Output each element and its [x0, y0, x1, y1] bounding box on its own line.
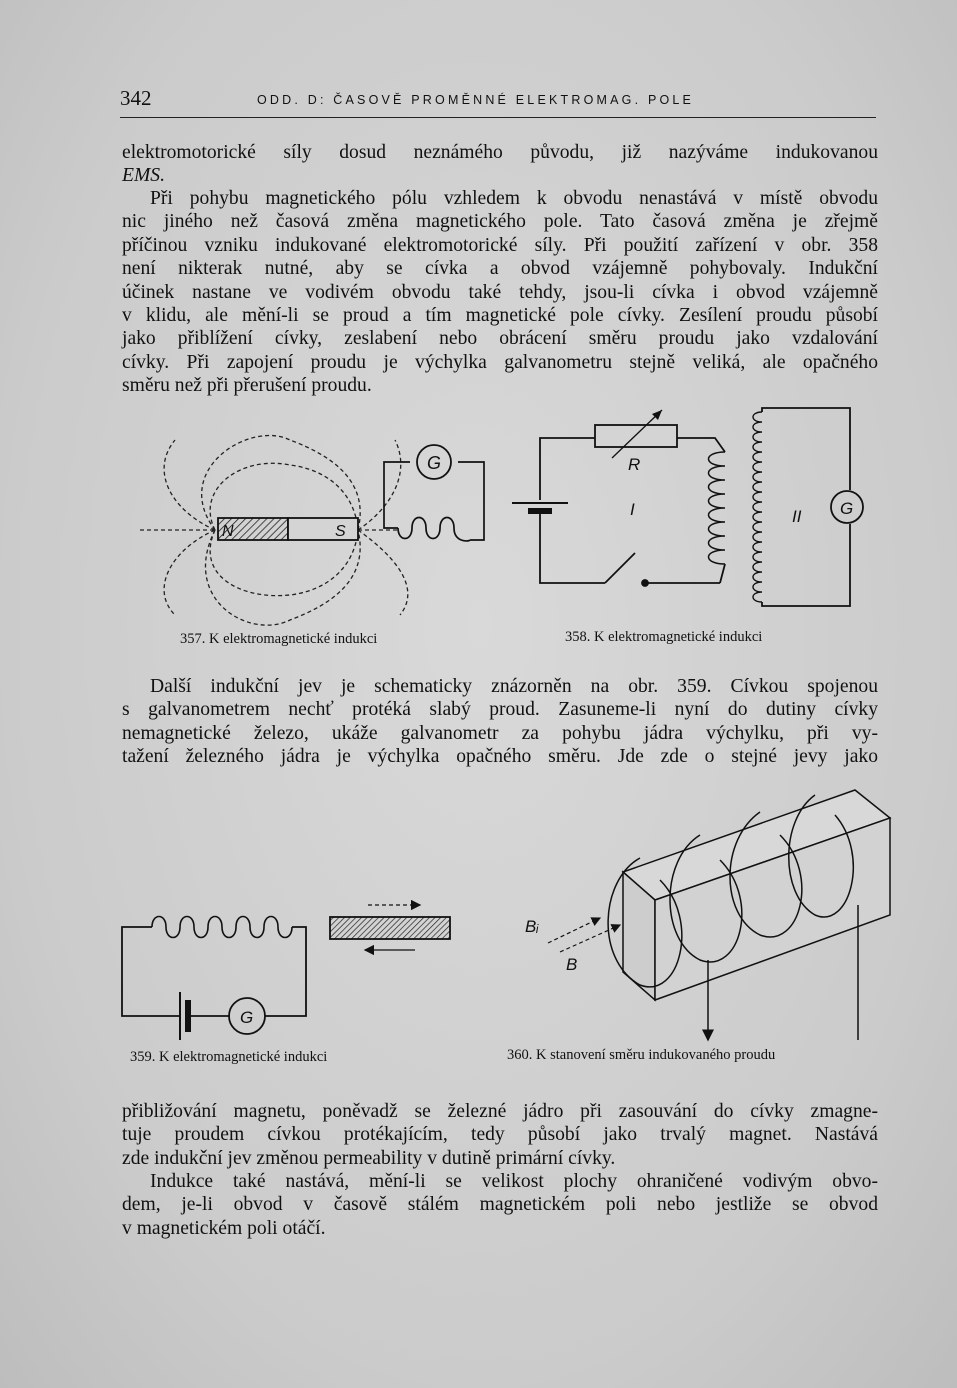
circuit-wire: [458, 462, 484, 540]
text-line: jako přiblížení cívky, zeslabení nebo obrácení směru proudu jako vzdalování: [122, 328, 878, 350]
figure-360: [525, 790, 890, 1040]
page-header: [120, 86, 876, 116]
galvanometer-label: G: [840, 499, 854, 518]
text-line: nic jiného než časová změna magnetického pole. Tato časová změna je zřejmě: [122, 211, 878, 233]
caption-360: 360. K stanovení směru indukovaného proudu: [507, 1047, 776, 1063]
circuit-wire: [265, 927, 306, 1016]
text-line: účinek nastane ve vodivém obvodu také tehdy, jsou-li cívka i obvod vzájemně: [122, 281, 878, 303]
text-line: tažení železného jádra je výchylka opačného směru. Jde zde o stejné jevy jako: [122, 746, 878, 768]
text-line: Indukce také nastává, mění-li se velikost plochy ohraničené vodivým obvo-: [150, 1171, 878, 1192]
text-line: tuje proudem cívkou protékajícím, tedy působí jako trvalý magnet. Nastává: [122, 1124, 878, 1146]
figure-359: [122, 905, 450, 1040]
caption-358: 358. K elektromagnetické indukci: [565, 629, 763, 645]
circuit-wire: [720, 564, 725, 583]
figure-357: [140, 436, 484, 626]
text-line: přibližování magnetu, poněvadž se železné jádro při zasouvání do cívky zmagne-: [122, 1101, 878, 1122]
south-label: S: [335, 523, 346, 540]
text-line: směru než při přerušení proudu.: [122, 375, 372, 397]
switch-blade: [605, 553, 635, 583]
circuit-wire: [384, 462, 410, 528]
text-line: dem, je-li obvod v časově stálém magnetickém poli nebo jestliže se obvod: [122, 1194, 878, 1216]
coil: [398, 518, 470, 541]
field-vector-bi: [548, 918, 600, 943]
b-label: B: [566, 955, 578, 974]
paragraph-5: [122, 1170, 878, 1240]
north-label: N: [222, 523, 234, 540]
resistor: [595, 425, 677, 447]
circuit-wire: [540, 514, 605, 583]
circuit-wire: [762, 524, 850, 606]
primary-label: I: [630, 500, 635, 519]
text-line: není nikterak nutné, aby se cívka a obvod vzájemně pohybovaly. Indukční: [122, 258, 878, 280]
text-line: cívky. Při zapojení proudu je výchylka galvanometru stejně veliká, ale opačného: [122, 351, 878, 373]
galvanometer-label: G: [427, 453, 442, 473]
caption-357: 357. K elektromagnetické indukci: [180, 631, 378, 647]
iron-core: [330, 917, 450, 939]
south-pole: [288, 518, 358, 540]
resistor-label: R: [628, 455, 641, 474]
text-line: s galvanometrem nechť protéká slabý proud. Zasuneme-li nyní do dutiny cívky: [122, 699, 878, 721]
paragraph-3: [122, 675, 878, 769]
figures-357-358: [0, 400, 957, 660]
text-line: v klidu, ale mění-li se proud a tím magnetické pole cívky. Zesílení proudu působí: [122, 305, 878, 327]
caption-359: 359. K elektromagnetické indukci: [130, 1049, 328, 1065]
secondary-label: II: [792, 507, 802, 526]
text-line: zde indukční jev změnou permeability v dutině primární cívky.: [122, 1147, 616, 1169]
secondary-coil: [753, 412, 762, 602]
circuit-wire: [677, 438, 725, 452]
running-head: ODD. D: ČASOVĚ PROMĚNNÉ ELEKTROMAG. POLE: [257, 93, 695, 107]
text-line: Při pohybu magnetického pólu vzhledem k obvodu nenastává v místě obvodu: [150, 188, 878, 209]
paragraph-1: [122, 141, 878, 188]
page-number: 342: [120, 86, 152, 110]
circuit-wire: [540, 438, 595, 500]
text-line: v magnetickém poli otáčí.: [122, 1217, 326, 1239]
text-line: příčinou vzniku indukované elektromotorické síly. Při použití zařízení v obr. 358: [122, 234, 878, 256]
header-rule: [120, 117, 876, 118]
circuit-wire: [122, 927, 180, 1016]
galvanometer-label: G: [240, 1008, 254, 1027]
paragraph-2: [122, 187, 878, 398]
primary-coil: [709, 452, 726, 564]
text-line: elektromotorické síly dosud neznámého původu, již nazýváme indukovanou: [122, 142, 878, 163]
coil: [152, 917, 292, 938]
text-line: EMS.: [122, 165, 165, 187]
text-line: nemagnetické železo, ukáže galvanometr za pohybu jádra výchylku, při vy-: [122, 722, 878, 744]
paragraph-4: [122, 1100, 878, 1170]
figures-359-360: [0, 780, 957, 1050]
figure-358: [512, 408, 863, 606]
circuit-wire: [762, 408, 850, 490]
text-line: Další indukční jev je schematicky znázorněn na obr. 359. Cívkou spojenou: [150, 676, 878, 697]
bi-label: Bᵢ: [525, 917, 539, 936]
